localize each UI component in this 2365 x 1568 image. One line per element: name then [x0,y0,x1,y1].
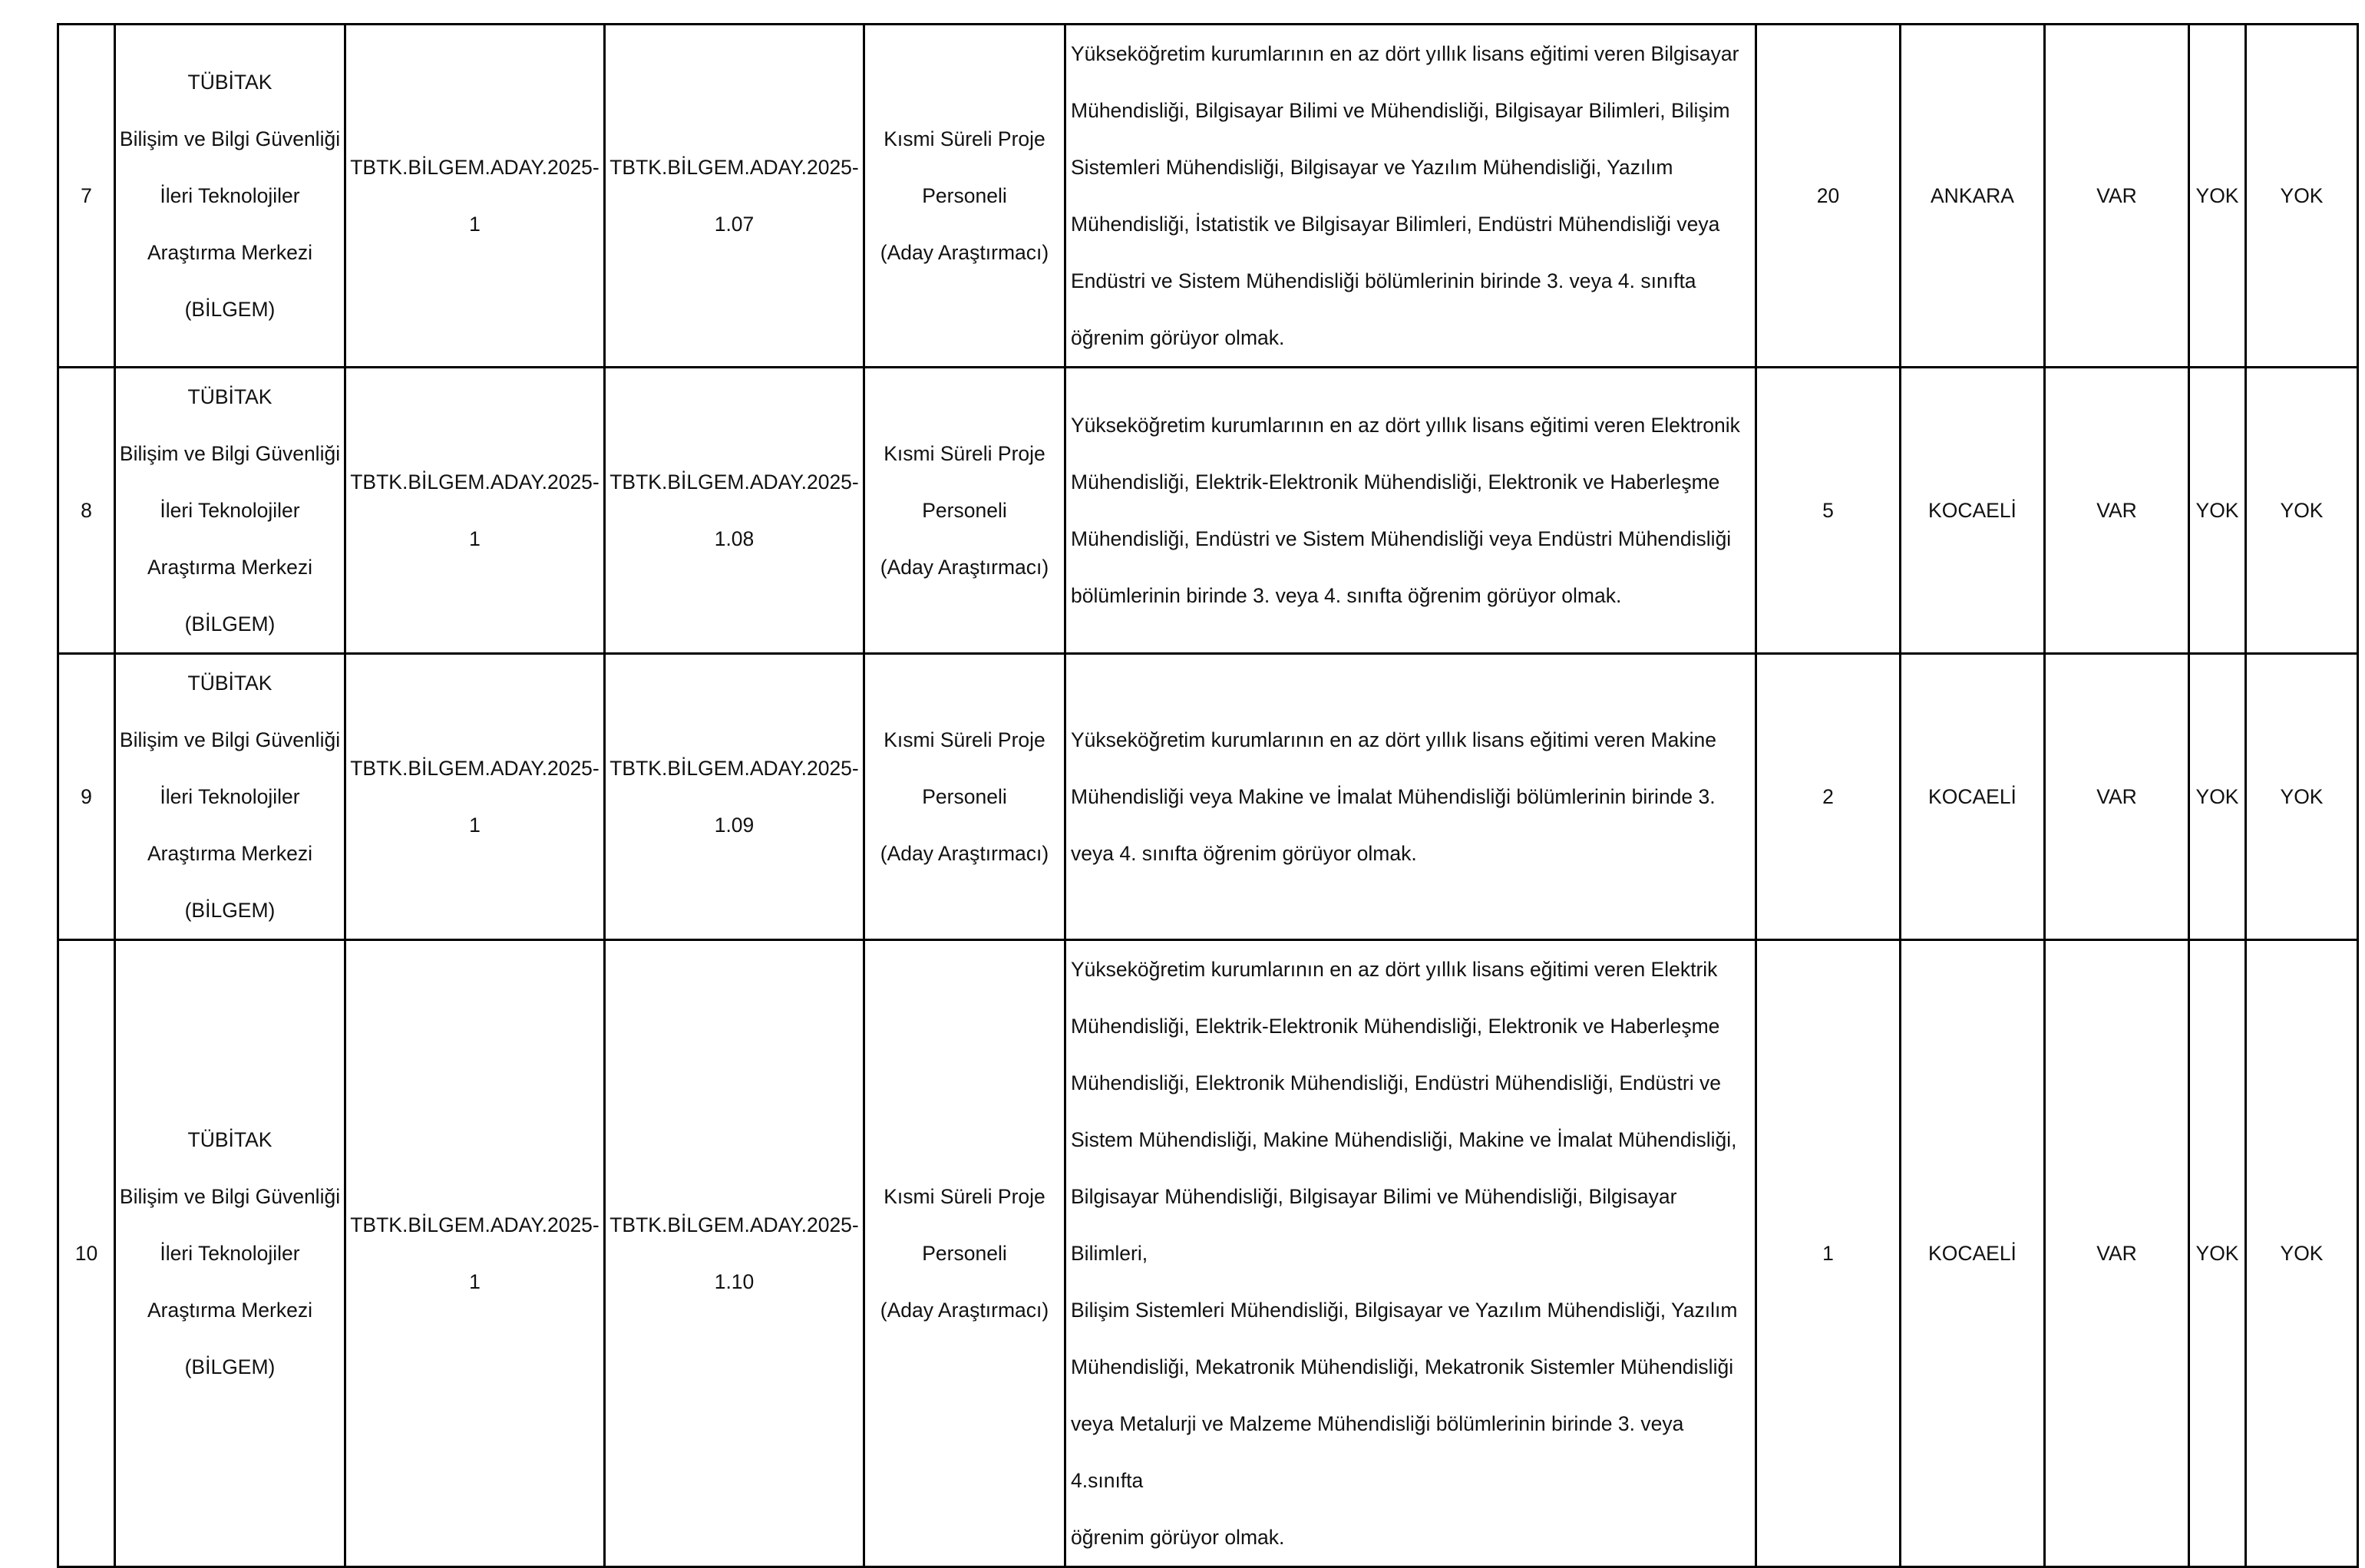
col-c-cell: YOK [2246,940,2358,1567]
announcement-code-text: TBTK.BİLGEM.ADAY.2025- 1 [350,156,600,236]
announcement-code-cell [345,654,605,940]
announcement-code-cell [345,940,605,1567]
position-code-text: TBTK.BİLGEM.ADAY.2025- 1.07 [609,156,859,236]
col-b-cell: YOK [2189,25,2246,368]
position-title-text: Kısmi Süreli Proje Personeli (Aday Araştırmacı) [880,442,1049,579]
col-b-cell: YOK [2189,940,2246,1567]
institution-cell [115,940,345,1567]
position-code-cell [605,940,864,1567]
col-a-cell: VAR [2045,25,2189,368]
col-a-cell: VAR [2045,368,2189,654]
row-number: 7 [58,25,115,368]
position-code-cell [605,654,864,940]
announcement-code-cell [345,25,605,368]
position-code-text: TBTK.BİLGEM.ADAY.2025- 1.08 [609,470,859,550]
requirement-text: Yükseköğretim kurumlarının en az dört yıllık lisans eğitimi veren Bilgisayar Mühendisliği, Bilgisayar Bilimi ve Mühendisliği, Bilgisayar Bilimleri, Bilişim Sistemleri Mühendisliği, Bilgisayar ve Yazılım Mühendisliği, Yazılım Mühendisliği, İstatistik ve Bilgisayar Bilimleri, Endüstri Mühendisliği veya Endüstri ve Sistem Mühendisliği bölümlerinin birinde 3. veya 4. sınıfta öğrenim görüyor olmak. [1071,42,1739,349]
requirement-text: Yükseköğretim kurumlarının en az dört yıllık lisans eğitimi veren Elektronik Mühendisliği, Elektrik-Elektronik Mühendisliği, Elektronik ve Haberleşme Mühendisliği, Endüstri ve Sistem Mühendisliği veya Endüstri Mühendisliği bölümlerinin birinde 3. veya 4. sınıfta öğrenim görüyor olmak. [1071,414,1740,607]
count-cell: 5 [1756,368,1901,654]
city-cell: KOCAELİ [1901,368,2045,654]
institution-text: TÜBİTAK Bilişim ve Bilgi Güvenliği İleri Teknolojiler Araştırma Merkezi (BİLGEM) [119,385,341,635]
position-code-text: TBTK.BİLGEM.ADAY.2025- 1.09 [609,757,859,837]
institution-cell [115,368,345,654]
position-title-cell [864,940,1065,1567]
position-title-cell [864,654,1065,940]
col-c-cell: YOK [2246,368,2358,654]
position-code-cell [605,368,864,654]
requirement-cell [1065,25,1756,368]
col-b-cell: YOK [2189,368,2246,654]
institution-text: TÜBİTAK Bilişim ve Bilgi Güvenliği İleri Teknolojiler Araştırma Merkezi (BİLGEM) [119,71,341,321]
city-cell: KOCAELİ [1901,654,2045,940]
table-row [58,368,2358,654]
count-cell: 1 [1756,940,1901,1567]
col-c-cell: YOK [2246,25,2358,368]
institution-cell [115,654,345,940]
position-code-cell [605,25,864,368]
position-code-text: TBTK.BİLGEM.ADAY.2025- 1.10 [609,1213,859,1293]
requirement-text: Yükseköğretim kurumlarının en az dört yıllık lisans eğitimi veren Elektrik Mühendisliği, Elektrik-Elektronik Mühendisliği, Elektronik ve Haberleşme Mühendisliği, Elektronik Mühendisliği, Endüstri Mühendisliği, Endüstri ve Sistem Mühendisliği, Makine Mühendisliği, Makine ve İmalat Mühendisliği, Bilgisayar Mühendisliği, Bilgisayar Bilimi ve Mühendisliği, Bilgisayar Bilimleri, Bilişim Sistemleri Mühendisliği, Bilgisayar ve Yazılım Mühendisliği, Yazılım Mühendisliği, Mekatronik Mühendisliği, Mekatronik Sistemler Mühendisliği veya Metalurji ve Malzeme Mühendisliği bölümlerinin birinde 3. veya 4.sınıfta öğrenim görüyor olmak. [1071,958,1738,1549]
count-cell: 20 [1756,25,1901,368]
institution-text: TÜBİTAK Bilişim ve Bilgi Güvenliği İleri Teknolojiler Araştırma Merkezi (BİLGEM) [119,672,341,922]
row-number: 10 [58,940,115,1567]
city-cell: ANKARA [1901,25,2045,368]
position-title-text: Kısmi Süreli Proje Personeli (Aday Araştırmacı) [880,1185,1049,1322]
institution-text: TÜBİTAK Bilişim ve Bilgi Güvenliği İleri Teknolojiler Araştırma Merkezi (BİLGEM) [119,1128,341,1378]
table-row [58,654,2358,940]
position-title-cell [864,368,1065,654]
announcement-code-text: TBTK.BİLGEM.ADAY.2025- 1 [350,1213,600,1293]
col-a-cell: VAR [2045,940,2189,1567]
institution-cell [115,25,345,368]
row-number: 8 [58,368,115,654]
col-a-cell: VAR [2045,654,2189,940]
count-cell: 2 [1756,654,1901,940]
row-number: 9 [58,654,115,940]
announcement-code-text: TBTK.BİLGEM.ADAY.2025- 1 [350,757,600,837]
col-b-cell: YOK [2189,654,2246,940]
position-title-text: Kısmi Süreli Proje Personeli (Aday Araştırmacı) [880,127,1049,264]
table-row [58,940,2358,1567]
announcement-code-cell [345,368,605,654]
table-row [58,25,2358,368]
positions-table [57,23,2359,1568]
requirement-text: Yükseköğretim kurumlarının en az dört yıllık lisans eğitimi veren Makine Mühendisliği veya Makine ve İmalat Mühendisliği bölümlerinin birinde 3. veya 4. sınıfta öğrenim görüyor olmak. [1071,728,1716,865]
position-title-text: Kısmi Süreli Proje Personeli (Aday Araştırmacı) [880,728,1049,865]
requirement-cell [1065,940,1756,1567]
announcement-code-text: TBTK.BİLGEM.ADAY.2025- 1 [350,470,600,550]
requirement-cell [1065,368,1756,654]
position-title-cell [864,25,1065,368]
city-cell: KOCAELİ [1901,940,2045,1567]
col-c-cell: YOK [2246,654,2358,940]
requirement-cell [1065,654,1756,940]
